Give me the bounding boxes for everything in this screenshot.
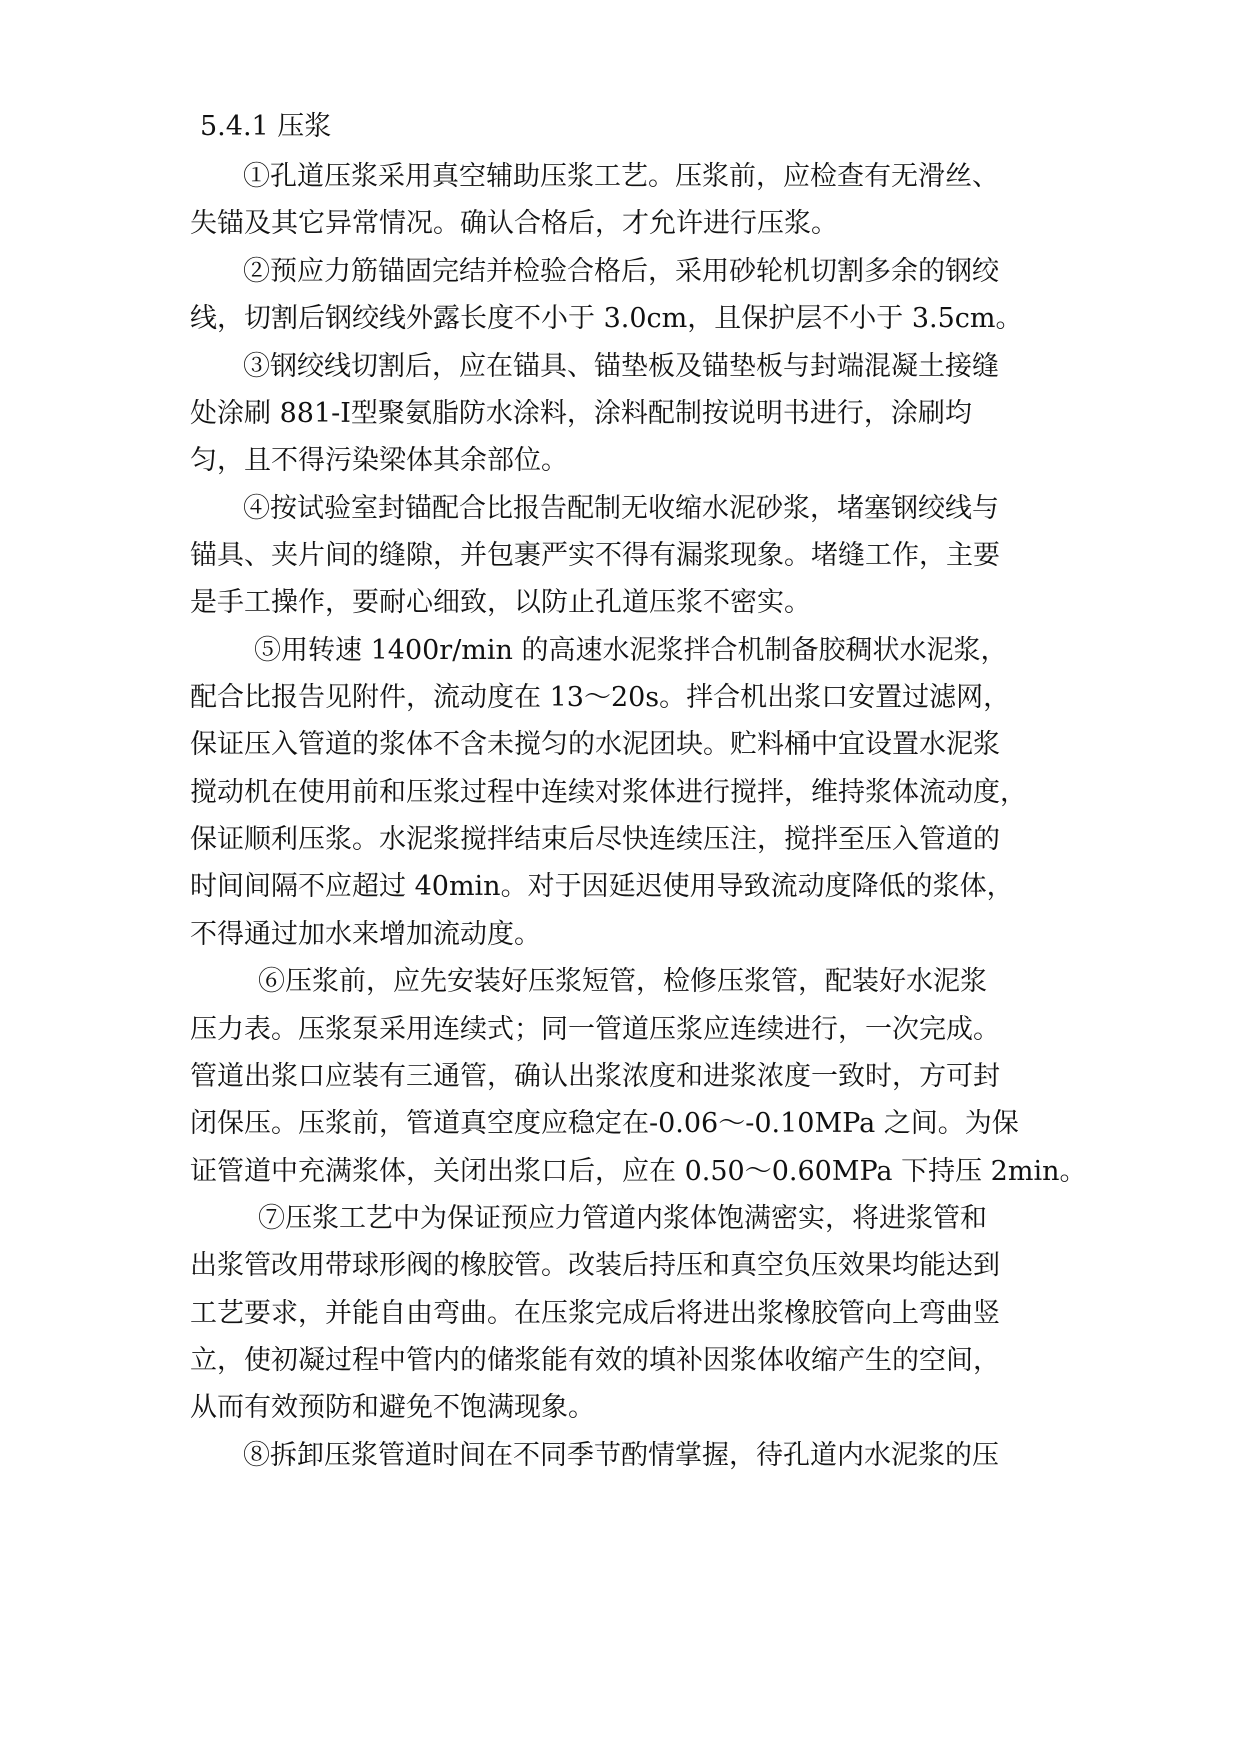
paragraph-line: 不得通过加水来增加流动度。 [190,919,541,950]
paragraph-line: ②预应力筋锚固完结并检验合格后，采用砂轮机切割多余的钢绞 [243,256,999,287]
paragraph-line: ⑦压浆工艺中为保证预应力管道内浆体饱满密实，将进浆管和 [258,1203,987,1234]
paragraph-line: 从而有效预防和避免不饱满现象。 [190,1392,595,1423]
paragraph-line: 工艺要求，并能自由弯曲。在压浆完成后将进出浆橡胶管向上弯曲竖 [190,1298,1000,1329]
paragraph-line: ⑤用转速 1400r/min 的高速水泥浆拌合机制备胶稠状水泥浆， [254,635,1008,666]
paragraph-line: 出浆管改用带球形阀的橡胶管。改装后持压和真空负压效果均能达到 [190,1250,1000,1281]
paragraph-line: 立，使初凝过程中管内的储浆能有效的填补因浆体收缩产生的空间， [190,1345,1000,1376]
paragraph-line: 线，切割后钢绞线外露长度不小于 3.0cm，且保护层不小于 3.5cm。 [190,303,1023,334]
paragraph-line: ④按试验室封锚配合比报告配制无收缩水泥砂浆，堵塞钢绞线与 [243,493,999,524]
paragraph-line: 保证压入管道的浆体不含未搅匀的水泥团块。贮料桶中宜设置水泥浆 [190,729,1000,760]
paragraph-line: 处涂刷 881-Ⅰ型聚氨脂防水涂料，涂料配制按说明书进行，涂刷均 [190,398,972,429]
paragraph-line: ⑧拆卸压浆管道时间在不同季节酌情掌握，待孔道内水泥浆的压 [243,1440,999,1471]
paragraph-line: 匀，且不得污染梁体其余部位。 [190,445,568,476]
paragraph-line: 证管道中充满浆体，关闭出浆口后，应在 0.50～0.60MPa 下持压 2min。 [190,1156,1087,1187]
paragraph-line: ①孔道压浆采用真空辅助压浆工艺。压浆前，应检查有无滑丝、 [243,161,999,192]
section-heading: 5.4.1 压浆 [200,111,332,142]
paragraph-line: 管道出浆口应装有三通管，确认出浆浓度和进浆浓度一致时，方可封 [190,1061,1000,1092]
paragraph-line: 失锚及其它异常情况。确认合格后，才允许进行压浆。 [190,208,838,239]
paragraph-line: ⑥压浆前，应先安装好压浆短管，检修压浆管，配装好水泥浆 [258,966,987,997]
paragraph-line: 锚具、夹片间的缝隙，并包裹严实不得有漏浆现象。堵缝工作，主要 [190,540,1000,571]
paragraph-line: 是手工操作，要耐心细致，以防止孔道压浆不密实。 [190,587,811,618]
paragraph-line: 压力表。压浆泵采用连续式；同一管道压浆应连续进行，一次完成。 [190,1014,1000,1045]
paragraph-line: 配合比报告见附件，流动度在 13～20s。拌合机出浆口安置过滤网， [190,682,1011,713]
paragraph-line: 搅动机在使用前和压浆过程中连续对浆体进行搅拌，维持浆体流动度， [190,777,1027,808]
paragraph-line: 时间间隔不应超过 40min。对于因延迟使用导致流动度降低的浆体， [190,871,1014,902]
paragraph-line: 保证顺利压浆。水泥浆搅拌结束后尽快连续压注，搅拌至压入管道的 [190,824,1000,855]
paragraph-line: 闭保压。压浆前，管道真空度应稳定在-0.06～-0.10MPa 之间。为保 [190,1108,1019,1139]
paragraph-line: ③钢绞线切割后，应在锚具、锚垫板及锚垫板与封端混凝土接缝 [243,351,999,382]
